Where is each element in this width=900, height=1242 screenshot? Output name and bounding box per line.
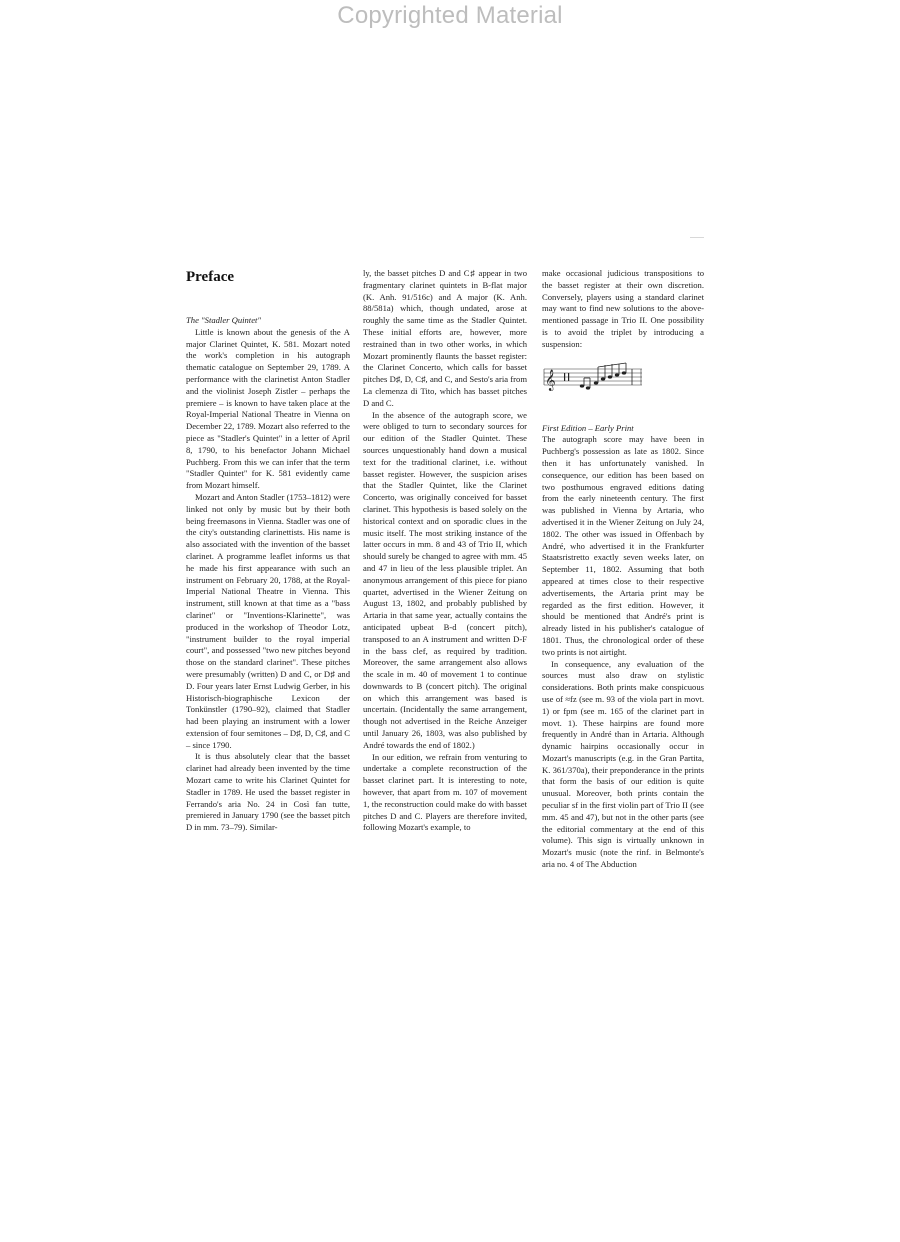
watermark-copyright: Copyrighted Material bbox=[337, 2, 563, 29]
paragraph: It is thus absolutely clear that the basset clarinet had already been invented by the time Mozart came to write his Clarinet Quintet for Stadler in 1789. He used the basset register in Ferrando's aria No. 24 in Così fan tutte, premiered in January 1790 (see the basset pitch D in mm. 73–79). Similar- bbox=[186, 751, 350, 833]
paragraph: make occasional judicious transpositions to the basset register at their own discretion. Conversely, players using a standard clarinet may want to find new solutions to the above-mentioned passage in Trio II. One possibility is to avoid the triplet by introducing a suspension: bbox=[542, 268, 704, 349]
section-subheading-first-edition: First Edition – Early Print bbox=[542, 422, 634, 433]
music-notation-example bbox=[542, 359, 704, 393]
paragraph: The autograph score may have been in Puchberg's possession as late as 1802. Since then it has unfortunately vanished. In consequence, our edition has been based on two posthumous engraved editions dating from the early nineteenth century. The first was published in Vienna by Artaria, who advertised it in the Wiener Zeitung on July 24, 1802. The other was issued in Offenbach by André, who advertised it in the Frankfurter Staatsristretto exactly seven weeks later, on September 11, 1802. Assuming that both appeared at times close to their respective advertisements, the Artaria print may be regarded as the first edition. However, it should be mentioned that André's print is already listed in his publisher's catalogue of 1801. Thus, the chronological order of these two prints is not airtight. bbox=[542, 434, 704, 657]
paragraph: Little is known about the genesis of the A major Clarinet Quintet, K. 581. Mozart noted the work's completion in his autograph thematic catalogue on September 29, 1789. A performance with the clarinetist Anton Stadler and the violinist Joseph Zistler – perhaps the premiere – is known to have taken place at the Royal-Imperial National Theatre in Vienna on December 22, 1789. Mozart also referred to the piece as "Stadler's Quintet" in a letter of April 8, 1790, to his benefactor Johann Michael Puchberg. From this we can infer that the term "Stadler Quintet" for K. 581 evidently came from Mozart himself. bbox=[186, 326, 350, 491]
paragraph: Mozart and Anton Stadler (1753–1812) were linked not only by music but by their both being freemasons in Vienna. Stadler was one of the city's outstanding clarinettists. His name is also associated with the invention of the basset clarinet. A programme leaflet informs us that he made his first appearance with such an instrument on February 20, 1788, at the Royal-Imperial National Theatre in Vienna. This instrument, still known at that time as a "bass clarinet" or "Inventions-Klarinette", was produced in the workshop of Theodor Lotz, "instrument builder to the royal imperial court", and possessed "two new pitches beyond those on the standard clarinet". These pitches were presumably (written) D and C, or D♯ and D. Four years later Ernst Ludwig Gerber, in his Historisch-biographische Lexicon der Tonkünstler (1790–92), claimed that Stadler had been playing an instrument with a lower extension of four semitones – D♯, D, C♯, and C – since 1790. bbox=[186, 491, 350, 750]
svg-text:𝄞: 𝄞 bbox=[545, 369, 556, 391]
text-column-2 bbox=[363, 268, 527, 834]
text-column-1 bbox=[186, 268, 350, 834]
paragraph: In the absence of the autograph score, we were obliged to turn to secondary sources for our edition of the Stadler Quintet. These sources unquestionably hand down a musical text for the traditional clarinet, i.e. without basset register. However, the suspicion arises that the Stadler Quintet, like the Clarinet Concerto, was originally conceived for basset clarinet. This hypothesis is based solely on the historical context and on sporadic clues in the music itself. The most striking instance of the latter occurs in mm. 8 and 43 of Trio II, which should surely be changed to agree with mm. 45 and 47 in lieu of the less plausible triplet. An anonymous arrangement of this piece for piano quartet, advertised in the Wiener Zeitung on August 13, 1802, and probably published by Artaria in that same year, actually contains the anticipated upbeat B-d (concert pitch), transposed to an A instrument and written D-F in the bass clef, as required by tradition. Moreover, the same arrangement also allows the scale in m. 40 of movement 1 to continue downwards to B (concert pitch). The original on which this arrangement was based is uncertain. (Incidentally the same arrangement, though not advertised in the Reiche Anzeiger until January 26, 1803, was also published by André towards the end of 1802.) bbox=[363, 409, 527, 750]
text-column-3 bbox=[542, 268, 704, 871]
page-title: Preface bbox=[186, 269, 235, 285]
paragraph: ly, the basset pitches D and C♯ appear in two fragmentary clarinet quintets in B-flat major (K. Anh. 91/516c) and A major (K. Anh. 88/581a) which, though undated, arose at roughly the same time as the Stadler Quintet. These initial efforts are, however, more restrained than in two other works, in which Mozart prominently flaunts the basset register: the Clarinet Concerto, which calls for basset pitches D♯, D, C♯, and C, and Sesto's aria from La clemenza di Tito, which has basset pitches D and C. bbox=[363, 268, 527, 408]
paragraph: In consequence, any evaluation of the sources must also draw on stylistic considerations. Both prints make conspicuous use of ≈fz (see m. 93 of the viola part in movt. 1) or fpm (see m. 165 of the clarinet part in movt. 1). These hairpins are found more frequently in André than in Artaria. Although dynamic hairpins occasionally occur in Mozart's manuscripts (e.g. in the Gran Partita, K. 361/370a), their preponderance in the prints that form the basis of our edition is quite unusual. Moreover, both prints contain the peculiar sf in the first violin part of Trio II (see mm. 45 and 47), but not in the other parts (see the editorial commentary at the end of this volume). This sign is virtually unknown in Mozart's music (note the rinf. in Belmonte's aria no. 4 of The Abduction bbox=[542, 658, 704, 870]
paragraph: In our edition, we refrain from venturing to undertake a complete reconstruction of the basset clarinet part. It is interesting to note, however, that apart from m. 107 of movement 1, the reconstruction could make do with basset pitches D and C. Players are therefore invited, following Mozart's example, to bbox=[363, 751, 527, 833]
section-subheading-stadler-quintet: The "Stadler Quintet" bbox=[186, 315, 262, 325]
page-corner-rule bbox=[690, 237, 704, 238]
music-staff-icon bbox=[542, 359, 642, 393]
